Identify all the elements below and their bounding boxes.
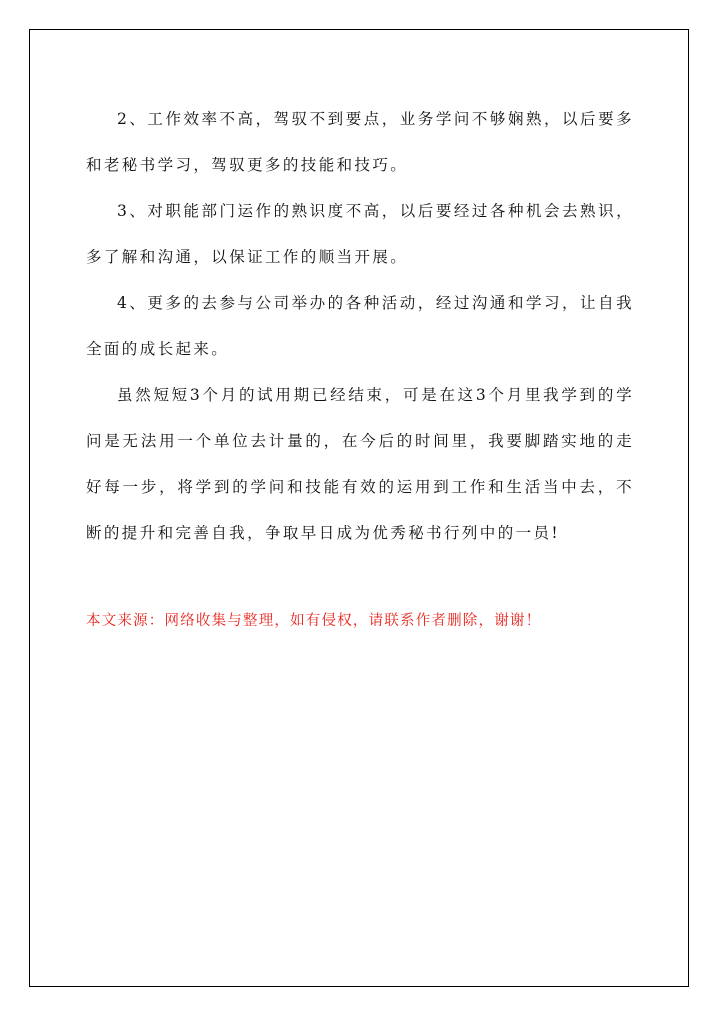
paragraph-item-4: 4、更多的去参与公司举办的各种活动，经过沟通和学习，让自我全面的成长起来。 (86, 294, 634, 358)
paragraph-item-2: 2、工作效率不高，驾驭不到要点，业务学问不够娴熟，以后要多和老秘书学习，驾驭更多的技能和技巧。 (86, 110, 634, 174)
paragraph-item-3: 3、对职能部门运作的熟识度不高，以后要经过各种机会去熟识，多了解和沟通，以保证工作的顺当开展。 (86, 202, 634, 266)
document-body (86, 96, 634, 636)
source-note: 本文来源：网络收集与整理，如有侵权，请联系作者删除，谢谢！ (86, 613, 542, 629)
paragraph-conclusion: 虽然短短3个月的试用期已经结束，可是在这3个月里我学到的学问是无法用一个单位去计量的，在今后的时间里，我要脚踏实地的走好每一步，将学到的学问和技能有效的运用到工作和生活当中去，不断的提升和完善自我，争取早日成为优秀秘书行列中的一员! (86, 386, 634, 542)
